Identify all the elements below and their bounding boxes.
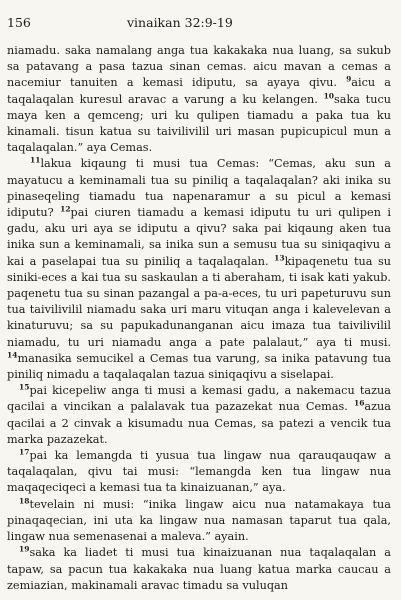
paragraph <box>7 448 391 497</box>
verse-number: 11 <box>30 155 41 165</box>
verse-text: saka tucu maya ken a qemceng; uri ku qulipen tiamadu a paka tua ku kinamali. tisun katua su taivilivilil uri masan pupicupicul mun a taqalaqalan.” aya Cemas. <box>7 92 391 155</box>
verse-number: 17 <box>19 447 30 457</box>
running-title: vinaikan 32:9-19 <box>127 15 233 30</box>
verse-text: kipaqenetu tua su siniki-eces a kai tua su saskaulan a ti aberaham, ti isak kati yakub. paqenetu tua su sinan pazangal a pa-a-eces, tu uri papeturuvu sun tua taivilivilil niamadu saka uri maru vituqan anga i kalevelevan a kinaturuvu; sa su papukadunanganan aicu imaza tua taivilivilil niamadu, tu uri niamadu anga a pate palalaut,” aya ti musi. <box>7 254 392 349</box>
verse-number: 10 <box>323 90 334 100</box>
page-number: 156 <box>7 15 31 30</box>
verse-number: 18 <box>19 495 30 505</box>
paragraph <box>7 156 391 383</box>
verse-number: 14 <box>7 350 18 360</box>
verse-text: saka ka liadet ti musi tua kinaizuanan nua taqalaqalan a tapaw, sa pacun tua kakakaka nua luang katua marka caucau a zemiazian, makinamali aravac timadu sa vuluqan <box>7 546 391 592</box>
verse-text: lakua kiqaung ti musi tua Cemas: “Cemas, aku sun a mayatucu a keminamali tua su piniliq a taqalaqalan? aki inika su pinaseqeling tiamadu tua napenaramur a su picul a kemasi idiputu? <box>7 157 391 220</box>
verse-text: pai kicepeliw anga ti musi a kemasi gadu, a nakemacu tazua qacilai a vincikan a palalavak tua pazazekat nua Cemas. <box>7 384 391 414</box>
paragraph <box>7 383 391 448</box>
verse-number: 19 <box>19 544 30 554</box>
verse-number: 15 <box>19 382 30 392</box>
verse-number: 13 <box>274 252 285 262</box>
running-header <box>7 15 391 31</box>
verse-text: azua qacilai a 2 cinvak a kisumadu nua Cemas, sa patezi a vencik tua marka pazazekat. <box>7 400 392 446</box>
verse-text: pai ciuren tiamadu a kemasi idiputu tu uri qulipen i gadu, aku uri aya se idiputu a qivu? saka pai kiqaung aken tua inika sun a keminamali, sa inika sun a semusu tua su siniqaqivu a kai a paselapai tua su piniliq a taqalaqalan. <box>7 206 392 268</box>
verse-text: manasika semucikel a Cemas tua varung, sa inika patavung tua piniliq nimadu a taqalaqalan tazua siniqaqivu a siselapai. <box>7 351 391 382</box>
verse-number: 9 <box>346 74 352 84</box>
verse-number: 12 <box>60 204 71 214</box>
body-text <box>7 43 391 594</box>
paragraph <box>7 43 391 156</box>
verse-text: niamadu. saka namalang anga tua kakakaka nua luang, sa sukub sa patavang a pasa tazua sinan cemas. aicu mavan a cemas a nacemiur tanuiten a kemasi idiputu, sa ayaya qivu. <box>7 44 391 90</box>
verse-text: tevelain ni musi: “inika lingaw aicu nua natamakaya tua pinaqaqecian, ini uta ka lingaw nua namasan taparut tua qala, lingaw nua semenasenai a maleva.” ayain. <box>7 497 391 544</box>
verse-number: 16 <box>353 398 365 408</box>
paragraph <box>7 497 391 546</box>
paragraph <box>7 545 391 594</box>
verse-text: pai ka lemangda ti yusua tua lingaw nua qarauqauqaw a taqalaqalan, qivu tai musi: “lemangda ken tua lingaw nua maqaqeciqeci a kemasi tua ta kinaizuanan,” aya. <box>7 449 391 495</box>
verse-text: aicu a taqalaqalan kuresul aravac a varung a ku kelangen. <box>7 76 391 106</box>
